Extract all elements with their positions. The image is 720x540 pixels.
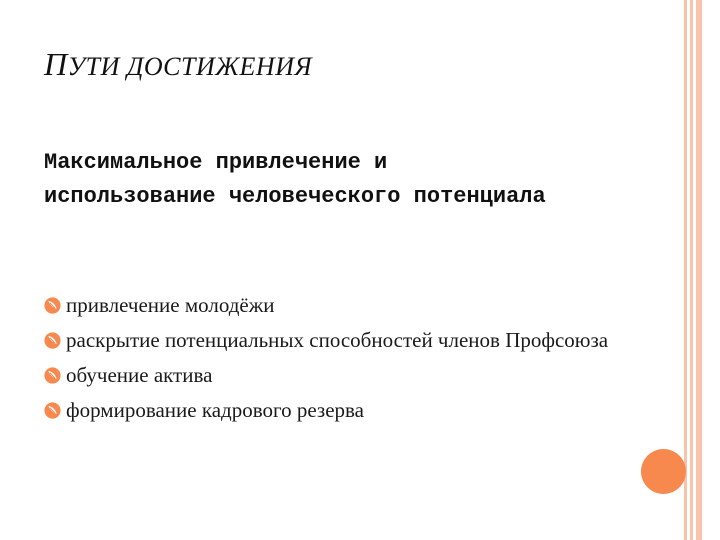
list-item	[44, 362, 644, 389]
right-border-stripe-3	[696, 0, 702, 540]
title-first-letter: П	[44, 46, 68, 82]
bullet-text: привлечение молодёжи	[66, 293, 275, 317]
slide-title	[44, 46, 312, 83]
bullet-text: формирование кадрового резерва	[66, 398, 364, 422]
title-rest: УТИ ДОСТИЖЕНИЯ	[67, 52, 313, 81]
gear-bullet-icon	[44, 367, 61, 384]
decorative-circle	[641, 449, 686, 494]
list-item	[44, 292, 644, 319]
right-border-stripe-1	[684, 0, 687, 540]
bullet-list	[44, 292, 644, 432]
bullet-text: раскрытие потенциальных способностей членов Профсоюза	[66, 328, 609, 352]
list-item	[44, 327, 644, 354]
gear-bullet-icon	[44, 297, 61, 314]
gear-bullet-icon	[44, 402, 61, 419]
list-item	[44, 397, 644, 424]
bullet-text: обучение актива	[66, 363, 213, 387]
right-border-stripe-2	[690, 0, 693, 540]
slide-heading: Максимальное привлечение и использование человеческого потенциала	[44, 150, 546, 209]
gear-bullet-icon	[44, 332, 61, 349]
